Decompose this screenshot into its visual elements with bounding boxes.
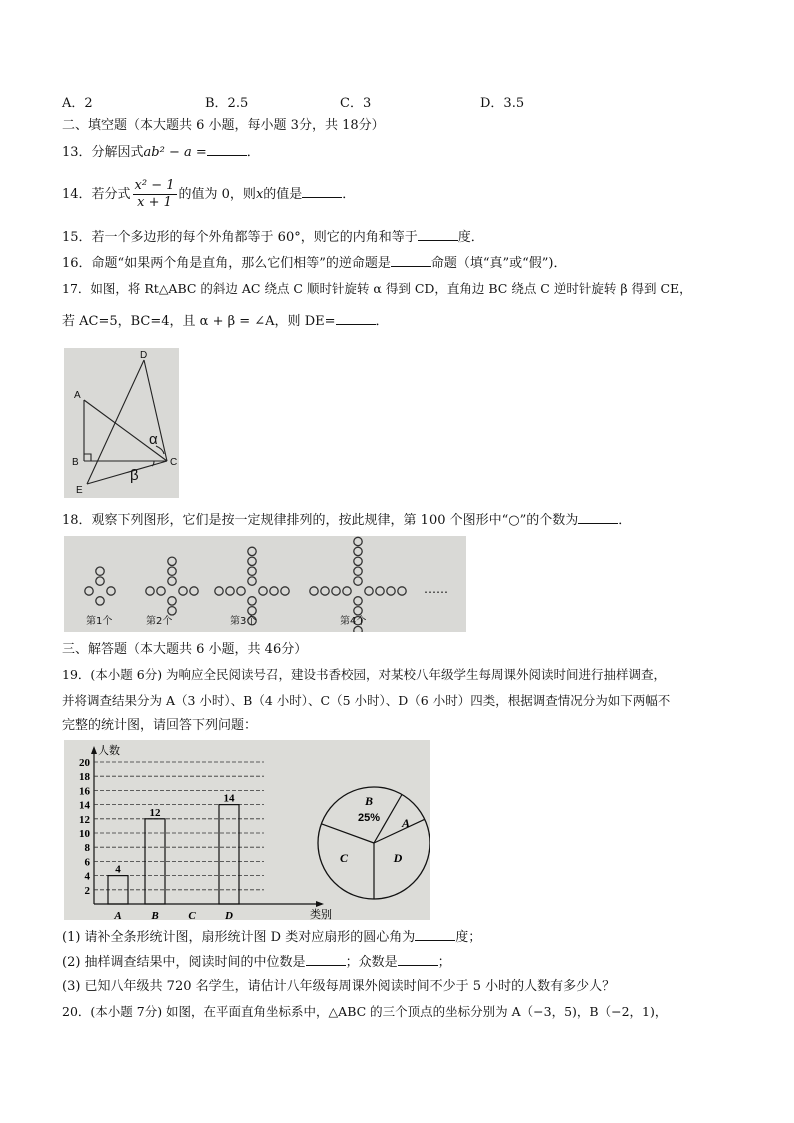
- caption-2: 第2个: [146, 616, 173, 627]
- pattern-circle: [168, 557, 176, 565]
- pattern-circle: [354, 547, 362, 555]
- bar-value-label: 12: [149, 806, 161, 819]
- q13-expression: ab² − a =: [143, 145, 207, 160]
- question-19-sub2: [62, 953, 451, 972]
- q13-prefix: 13．分解因式: [62, 145, 144, 160]
- pattern-circle: [146, 587, 154, 595]
- q19-sub1-suffix: 度；: [455, 930, 482, 945]
- q17-answer-blank: [336, 312, 376, 325]
- x-axis-label: 类别: [310, 908, 332, 920]
- pattern-circle: [310, 587, 318, 595]
- pattern-circle: [376, 587, 384, 595]
- pie-slice-label-A: A: [401, 816, 411, 830]
- pattern-circle: [354, 607, 362, 615]
- q19-sub2-blank-1: [306, 953, 346, 966]
- q15-answer-blank: [418, 228, 458, 241]
- pattern-circle: [321, 587, 329, 595]
- pattern-circle: [96, 577, 104, 585]
- q14-mid: 的值为 0，则: [178, 187, 256, 202]
- y-axis-arrow: [91, 746, 97, 754]
- pattern-circle: [157, 587, 165, 595]
- bar-D: [219, 805, 239, 904]
- bar-chart: [79, 743, 332, 920]
- q16-text: 16．命题“如果两个角是直角，那么它们相等”的逆命题是: [62, 256, 391, 271]
- y-axis-label: 人数: [98, 744, 120, 757]
- question-17-line2: [62, 312, 389, 331]
- q19-sub1-text: (1) 请补全条形统计图，扇形统计图 D 类对应扇形的圆心角为: [62, 930, 416, 945]
- pie-slice-boundary: [374, 819, 425, 843]
- section-2-heading: 二、填空题（本大题共 6 小题，每小题 3分，共 18分）: [62, 118, 385, 133]
- label-c: C: [170, 457, 178, 468]
- caption-4: 第4个: [340, 616, 367, 627]
- pattern-circle: [354, 577, 362, 585]
- pattern-circle: [259, 587, 267, 595]
- pattern-circle: [168, 577, 176, 585]
- q15-suffix: 度．: [457, 230, 484, 245]
- figure-19-charts: [64, 740, 430, 920]
- figure-17-svg: [64, 348, 179, 498]
- pattern-circle: [343, 587, 351, 595]
- figure-19-svg: [64, 740, 430, 920]
- question-20: 20．(本小题 7分) 如图，在平面直角坐标系中，△ABC 的三个顶点的坐标分别为 A（−3，5)，B（−2，1)，: [62, 1004, 668, 1019]
- question-16: [62, 254, 567, 273]
- q14-numerator: x² − 1: [134, 178, 175, 193]
- pattern-circle: [354, 537, 362, 545]
- y-tick-label: 2: [84, 884, 90, 897]
- pattern-circle: [248, 577, 256, 585]
- label-a: A: [74, 390, 81, 401]
- pattern-circle: [354, 626, 362, 632]
- pattern-circle: [226, 587, 234, 595]
- segment-de: [87, 360, 144, 484]
- pattern-circle: [248, 547, 256, 555]
- pattern-circle: [85, 587, 93, 595]
- question-19-line2: 并将调查结果分为 A（3 小时）、B（4 小时）、C（5 小时）、D（6 小时）四类，根据调查情况分为如下两幅不: [62, 693, 671, 708]
- q18-answer-blank: [578, 511, 618, 524]
- q14-tail: 的值是: [263, 187, 303, 202]
- q19-sub2-text: (2) 抽样调查结果中，阅读时间的中位数是: [62, 955, 306, 970]
- caption-1: 第1个: [86, 616, 113, 627]
- q13-answer-blank: [207, 143, 247, 156]
- q14-suffix: ．: [342, 187, 356, 202]
- option-b: B．2.5: [205, 96, 249, 111]
- pattern-circle: [270, 587, 278, 595]
- option-d: D．3.5: [480, 96, 525, 111]
- q17-line2-text: 若 AC=5，BC=4，且 α + β = ∠A，则 DE=: [62, 314, 336, 329]
- question-18: [62, 511, 631, 530]
- q19-sub2-mid: ；众数是: [345, 955, 398, 970]
- pattern-circle: [387, 587, 395, 595]
- ellipsis: ……: [424, 582, 448, 596]
- question-19-line3: 完整的统计图，请回答下列问题：: [62, 718, 258, 733]
- pattern-circle: [107, 587, 115, 595]
- pattern-circle: [168, 607, 176, 615]
- pie-slice-label-B: B: [364, 794, 374, 808]
- y-tick-label: 14: [79, 799, 90, 812]
- bar-value-label: 4: [115, 863, 121, 876]
- q17-suffix: ．: [375, 314, 389, 329]
- q15-text: 15．若一个多边形的每个外角都等于 60°，则它的内角和等于: [62, 230, 418, 245]
- pattern-circle: [398, 587, 406, 595]
- pattern-circle: [248, 557, 256, 565]
- x-tick-label: D: [225, 910, 233, 920]
- pie-slice-label-C: C: [339, 851, 349, 865]
- question-19-sub1: [62, 928, 481, 947]
- question-15: [62, 228, 484, 247]
- right-angle-mark: [84, 454, 91, 461]
- pattern-circle: [281, 587, 289, 595]
- question-13: [62, 143, 260, 162]
- y-tick-label: 12: [79, 813, 90, 826]
- x-tick-label: C: [188, 910, 196, 920]
- section-3-heading: 三、解答题（本大题共 6 小题，共 46分）: [62, 642, 308, 657]
- x-axis-arrow: [316, 901, 324, 907]
- y-tick-label: 8: [84, 842, 90, 855]
- q18-suffix: ．: [618, 513, 632, 528]
- pattern-circle: [96, 567, 104, 575]
- pattern-circle: [365, 587, 373, 595]
- pattern-circle: [248, 597, 256, 605]
- q14-variable: x: [255, 187, 264, 202]
- q16-suffix: 命题（填“真”或“假”)．: [430, 256, 567, 271]
- q18-text: 18．观察下列图形，它们是按一定规律排列的，按此规律，第 100 个图形中“○”的个数为: [62, 513, 579, 528]
- question-19-line1: 19．(本小题 6分) 为响应全民阅读号召，建设书香校园，对某校八年级学生每周课外阅读时间进行抽样调查，: [62, 667, 667, 682]
- pattern-circle: [215, 587, 223, 595]
- pattern-circle: [96, 597, 104, 605]
- q14-denominator: x + 1: [137, 195, 172, 210]
- q13-suffix: ．: [246, 145, 260, 160]
- label-e: E: [76, 485, 83, 496]
- pattern-circle: [179, 587, 187, 595]
- pie-chart: [318, 787, 430, 899]
- y-tick-label: 10: [79, 828, 90, 840]
- y-tick-label: 6: [84, 856, 90, 869]
- label-beta: β: [130, 467, 139, 484]
- x-tick-label: A: [114, 910, 122, 920]
- pie-slice-label-D: D: [393, 851, 403, 865]
- pattern-circle: [248, 607, 256, 615]
- figure-18-patterns: [64, 536, 466, 632]
- y-tick-label: 18: [79, 771, 90, 784]
- question-19-sub3: (3) 已知八年级共 720 名学生，请估计八年级每周课外阅读时间不少于 5 小时的人数有多少人？: [62, 979, 616, 994]
- figure-17-triangle: [64, 348, 179, 498]
- q16-answer-blank: [391, 254, 431, 267]
- bar-value-label: 14: [223, 792, 235, 805]
- question-17-line1: 17．如图，将 Rt△ABC 的斜边 AC 绕点 C 顺时针旋转 α 得到 CD，直角边 BC 绕点 C 逆时针旋转 β 得到 CE，: [62, 281, 692, 296]
- y-tick-label: 16: [79, 785, 90, 798]
- label-d: D: [140, 350, 148, 361]
- option-c: C．3: [340, 96, 372, 111]
- q19-sub2-blank-2: [398, 953, 438, 966]
- pattern-circle: [168, 567, 176, 575]
- y-tick-label: 20: [79, 757, 90, 769]
- caption-3: 第3个: [230, 616, 257, 627]
- pie-slice-boundary: [321, 824, 374, 843]
- pattern-circle: [354, 597, 362, 605]
- y-tick-label: 4: [84, 870, 90, 883]
- q19-sub2-suffix: ；: [437, 955, 451, 970]
- pattern-circle: [354, 567, 362, 575]
- q14-prefix: 14．若分式: [62, 187, 131, 202]
- q19-sub1-blank: [415, 928, 455, 941]
- q14-fraction: [133, 178, 177, 211]
- pattern-circle: [354, 557, 362, 565]
- pattern-circle: [237, 587, 245, 595]
- x-tick-label: B: [151, 910, 159, 920]
- figure-18-svg: [64, 536, 466, 632]
- pattern-circle: [168, 597, 176, 605]
- pattern-circle: [332, 587, 340, 595]
- question-14: [62, 176, 355, 214]
- option-a: A．2: [62, 96, 93, 111]
- pattern-circle: [248, 567, 256, 575]
- label-b: B: [72, 457, 79, 468]
- label-alpha: α: [149, 431, 158, 448]
- pattern-circle: [190, 587, 198, 595]
- pie-slice-percent: 25%: [357, 812, 381, 824]
- q14-answer-blank: [302, 185, 342, 198]
- segment-ce: [87, 461, 167, 484]
